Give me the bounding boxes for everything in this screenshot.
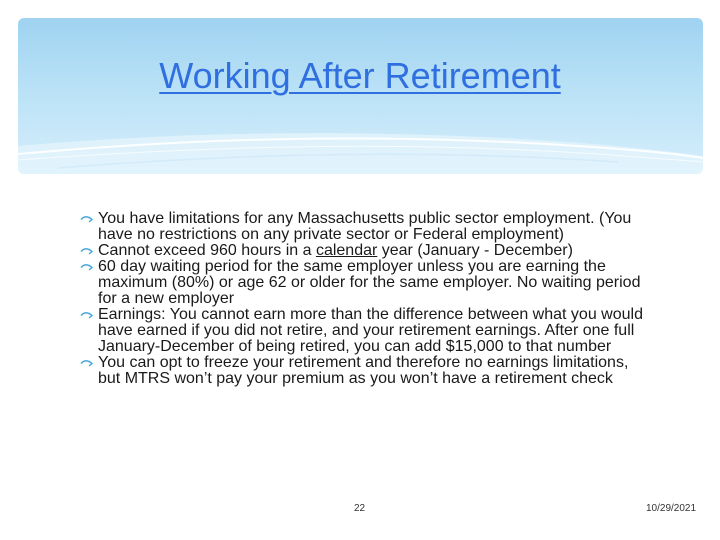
- bullet-text: You can opt to freeze your retirement and therefore no earnings limitations, but MTRS won’t pay your premium as you won’t have a retirement check: [98, 354, 629, 387]
- arrow-bullet-icon: [80, 358, 94, 369]
- bullet-text: You have limitations for any Massachusetts public sector employment. (You have no restrictions on any private sector or Federal employment): [98, 210, 632, 243]
- bullet-list: [80, 211, 650, 387]
- arrow-bullet-icon: [80, 262, 94, 273]
- underlined-word: calendar: [315, 242, 378, 259]
- arrow-bullet-icon: [80, 214, 94, 225]
- slide-title: Working After Retirement: [159, 55, 561, 96]
- bullet-text-continued: year (January - December): [377, 242, 573, 259]
- bullet-item: [80, 259, 650, 307]
- slide-date: 10/29/2021: [646, 503, 697, 514]
- bullet-item: [80, 307, 650, 355]
- arrow-bullet-icon: [80, 246, 94, 257]
- bullet-text: Cannot exceed 960 hours in a: [98, 242, 316, 259]
- bullet-text: 60 day waiting period for the same employer unless you are earning the maximum (80%) or age 62 or older for the same employer. No waiting period for a new employer: [98, 258, 641, 307]
- page-number: 22: [354, 503, 366, 514]
- arrow-bullet-icon: [80, 310, 94, 321]
- bullet-item: [80, 243, 650, 259]
- bullet-item: [80, 355, 650, 387]
- bullet-item: [80, 211, 650, 243]
- bullet-text: Earnings: You cannot earn more than the difference between what you would have earned if you did not retire, and your retirement earnings. After one full January-December of being retired, you can add $15,000 to that number: [98, 306, 643, 355]
